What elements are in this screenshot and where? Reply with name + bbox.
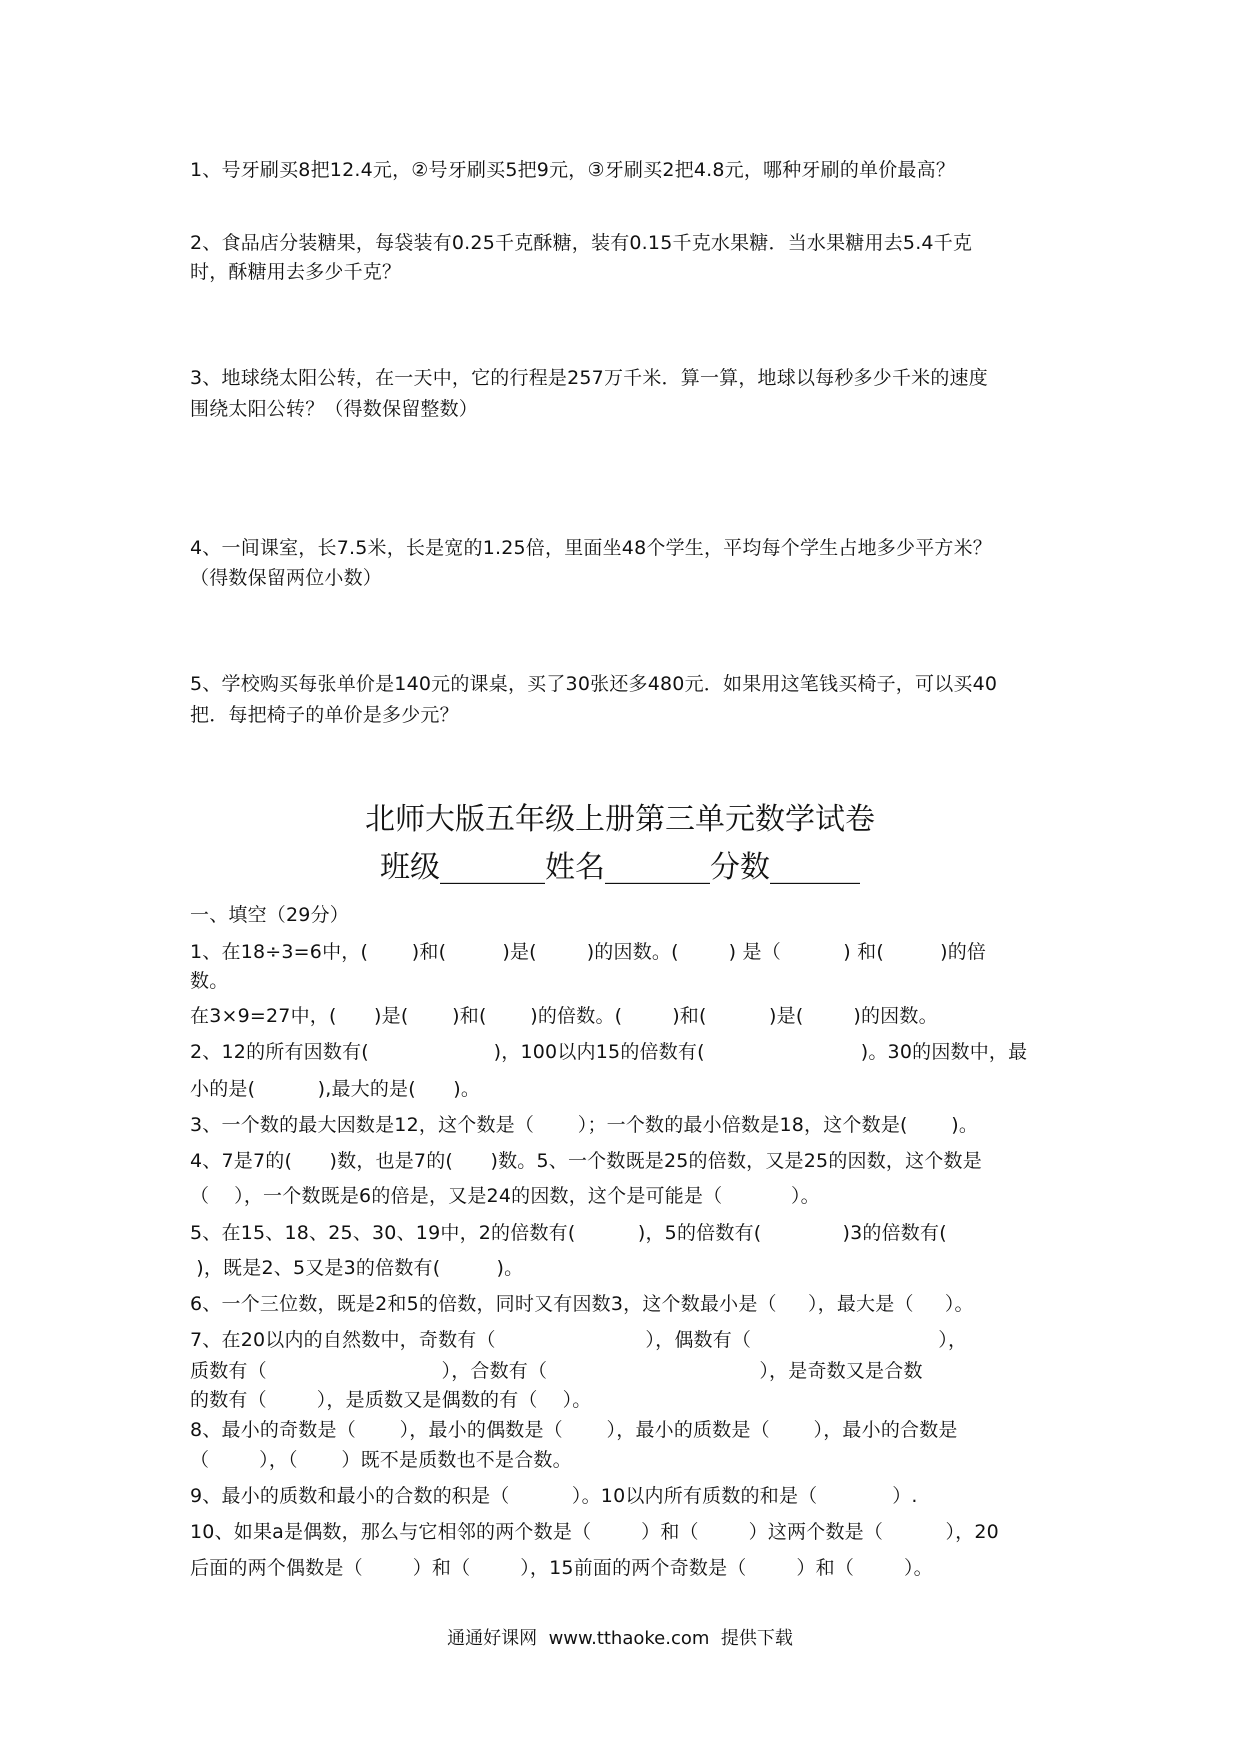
problem-4-line-1: 4、一间课室，长7.5米，长是宽的1.25倍，里面坐48个学生，平均每个学生占地多少平方米？ (190, 537, 992, 559)
exam-line: 6、一个三位数，既是2和5的倍数，同时又有因数3，这个数最小是（ ），最大是（ ）。 (190, 1293, 974, 1315)
exam-line: 10、如果a是偶数，那么与它相邻的两个数是（ ）和（ ）这两个数是（ ），20 (190, 1521, 999, 1543)
section-heading: 一、填空（29分） (190, 904, 349, 926)
exam-line: 在3×9=27中，( )是( )和( )的倍数。( )和( )是( )的因数。 (190, 1005, 938, 1027)
problem-4-line-2: （得数保留两位小数） (190, 567, 383, 589)
exam-line: （ ），一个数既是6的倍是，又是24的因数，这个是可能是（ ）。 (190, 1185, 820, 1207)
exam-line: 小的是( ),最大的是( )。 (190, 1078, 481, 1100)
exam-line: 3、一个数的最大因数是12，这个数是（ ）；一个数的最小倍数是18，这个数是( )。 (190, 1114, 979, 1136)
exam-line: （ ），（ ）既不是质数也不是合数。 (190, 1449, 572, 1471)
problem-5-line-1: 5、学校购买每张单价是140元的课桌，买了30张还多480元．如果用这笔钱买椅子，可以买40 (190, 673, 998, 695)
problem-3-line-1: 3、地球绕太阳公转，在一天中，它的行程是257万千米．算一算，地球以每秒多少千米的速度 (190, 367, 988, 389)
exam-line: 的数有（ ），是质数又是偶数的有（ ）。 (190, 1389, 592, 1411)
exam-info-line: 班级_______姓名_______分数______ (380, 850, 860, 885)
problem-1-line-1: 1、号牙刷买8把12.4元，②号牙刷买5把9元，③牙刷买2把4.8元，哪种牙刷的单价最高？ (190, 159, 956, 181)
exam-line: )，既是2、5又是3的倍数有( )。 (190, 1257, 524, 1279)
exam-line: 8、最小的奇数是（ ），最小的偶数是（ ），最小的质数是（ ），最小的合数是 (190, 1419, 958, 1441)
problem-2-line-1: 2、食品店分装糖果，每袋装有0.25千克酥糖，装有0.15千克水果糖．当水果糖用去5.4千克 (190, 232, 973, 254)
exam-line: 数。 (190, 970, 229, 992)
problem-5-line-2: 把．每把椅子的单价是多少元？ (190, 704, 459, 726)
exam-line: 7、在20以内的自然数中，奇数有（ ），偶数有（ ）， (190, 1329, 968, 1351)
exam-line: 1、在18÷3=6中，( )和( )是( )的因数。( ) 是（ ) 和( )的倍 (190, 941, 987, 963)
footer-credit: 通通好课网 www.tthaoke.com 提供下载 (447, 1628, 793, 1649)
problem-3-line-2: 围绕太阳公转？（得数保留整数） (190, 398, 479, 420)
exam-line: 9、最小的质数和最小的合数的积是（ ）。10以内所有质数的和是（ ）. (190, 1485, 918, 1507)
problem-2-line-2: 时，酥糖用去多少千克？ (190, 261, 402, 283)
exam-line: 5、在15、18、25、30、19中，2的倍数有( )，5的倍数有( )3的倍数有( (190, 1222, 947, 1244)
exam-line: 2、12的所有因数有( )，100以内15的倍数有( )。30的因数中，最 (190, 1041, 1028, 1063)
exam-title: 北师大版五年级上册第三单元数学试卷 (365, 802, 875, 837)
exam-line: 后面的两个偶数是（ ）和（ ），15前面的两个奇数是（ ）和（ ）。 (190, 1557, 933, 1579)
exam-line: 质数有（ ），合数有（ ），是奇数又是合数 (190, 1360, 923, 1382)
exam-line: 4、7是7的( )数，也是7的( )数。5、一个数既是25的倍数，又是25的因数，这个数是 (190, 1150, 982, 1172)
